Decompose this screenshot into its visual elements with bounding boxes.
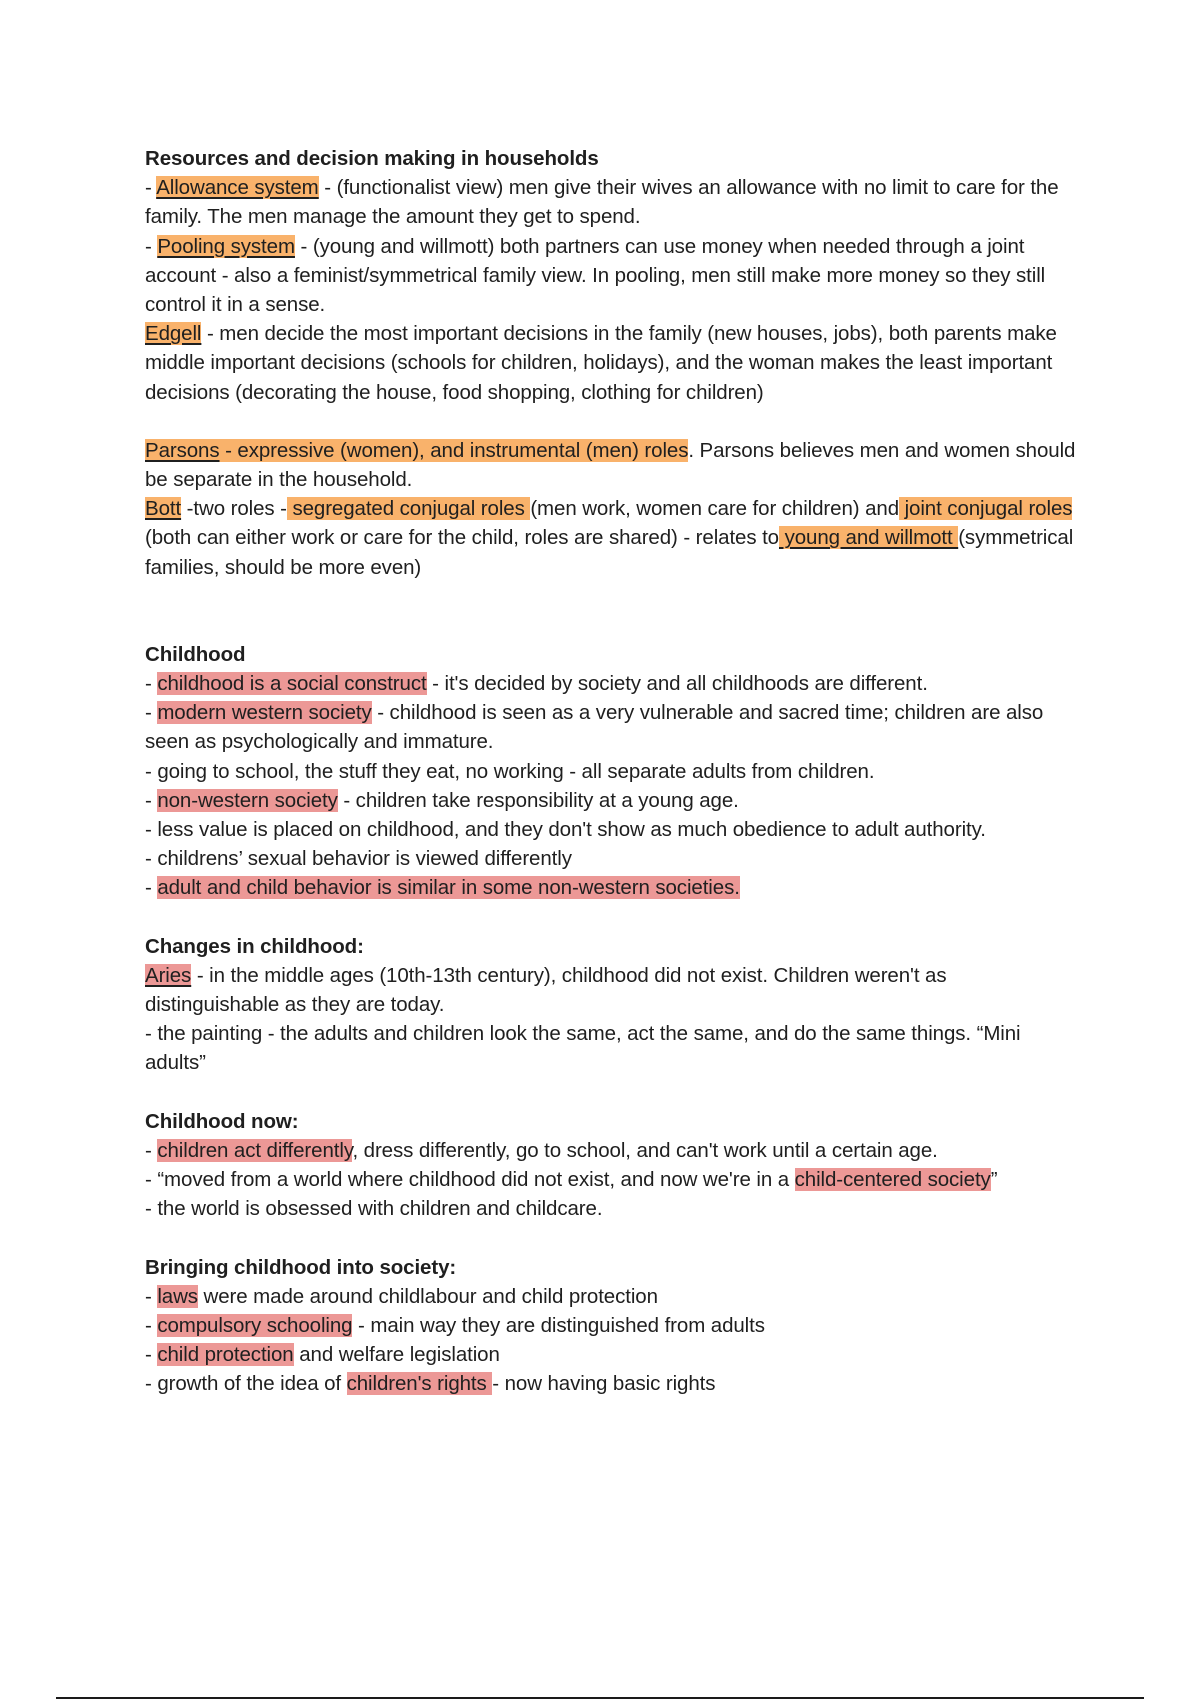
heading-resources: Resources and decision making in households bbox=[145, 147, 599, 170]
highlight-childrens-rights: children's rights bbox=[346, 1372, 493, 1396]
paragraph-pooling-system bbox=[145, 232, 1085, 320]
section-childhood bbox=[145, 640, 1085, 903]
document-page bbox=[145, 144, 1085, 1399]
term-parsons: Parsons bbox=[145, 438, 220, 462]
highlight-laws: laws bbox=[157, 1284, 198, 1308]
text: -two roles - bbox=[181, 497, 287, 521]
text: - bbox=[145, 1138, 158, 1162]
section-resources bbox=[145, 144, 1085, 407]
section-changes-in-childhood bbox=[145, 932, 1085, 1078]
text: (men work, women care for children) and bbox=[530, 497, 899, 521]
text: - growth of the idea of bbox=[145, 1372, 347, 1396]
highlight-modern-western-society: modern western society bbox=[157, 701, 372, 725]
text: . Parsons believes men and women should be separate in the household. bbox=[145, 438, 1076, 492]
highlight-segregated-conjugal-roles: segregated conjugal roles bbox=[286, 497, 531, 521]
text: - bbox=[145, 176, 157, 200]
list-item bbox=[145, 786, 1085, 815]
page-bottom-divider bbox=[56, 1697, 1144, 1699]
text: - men decide the most important decisions in the family (new houses, jobs), both parents make middle important decisions (schools for children, holidays), and the woman makes the least important decisions (decorating the house, food shopping, clothing for children) bbox=[145, 322, 1057, 404]
text: - bbox=[145, 672, 158, 696]
paragraph-aries bbox=[145, 961, 1085, 1019]
list-item bbox=[145, 1165, 1085, 1194]
highlight-child-protection: child protection bbox=[157, 1343, 294, 1367]
term-aries: Aries bbox=[145, 963, 192, 987]
list-item: - the world is obsessed with children and childcare. bbox=[145, 1197, 603, 1221]
text: - children take responsibility at a young age. bbox=[337, 788, 739, 812]
list-item: - less value is placed on childhood, and they don't show as much obedience to adult authority. bbox=[145, 818, 986, 842]
text: , dress differently, go to school, and can't work until a certain age. bbox=[352, 1138, 938, 1162]
text: - “moved from a world where childhood did not exist, and now we're in a bbox=[145, 1168, 795, 1192]
paragraph-bott bbox=[145, 494, 1085, 582]
highlight-social-construct: childhood is a social construct bbox=[157, 672, 427, 696]
paragraph-edgell bbox=[145, 319, 1085, 407]
list-item bbox=[145, 669, 1085, 698]
text: (both can either work or care for the child, roles are shared) - relates to bbox=[145, 526, 779, 550]
text: - in the middle ages (10th-13th century), childhood did not exist. Children weren't as distinguishable as they are today. bbox=[145, 963, 947, 1017]
section-bringing-childhood bbox=[145, 1253, 1085, 1399]
highlight-children-act-differently: children act differently bbox=[157, 1138, 353, 1162]
text: were made around childlabour and child protection bbox=[197, 1284, 658, 1308]
text: - (young and willmott) both partners can use money when needed through a joint account - also a feminist/symmetrical family view. In pooling, men still make more money so they still control it in a sense. bbox=[145, 234, 1046, 317]
text: - main way they are distinguished from adults bbox=[352, 1313, 765, 1337]
highlight-non-western-society: non-western society bbox=[157, 788, 338, 812]
list-item bbox=[145, 1136, 1085, 1165]
list-item: - the painting - the adults and children look the same, act the same, and do the same things. “Mini adults” bbox=[145, 1022, 1021, 1075]
text: - childhood is seen as a very vulnerable and sacred time; children are also seen as psychologically and immature. bbox=[145, 701, 1044, 754]
heading-childhood-now: Childhood now: bbox=[145, 1109, 299, 1133]
list-item: - childrens’ sexual behavior is viewed differently bbox=[145, 847, 572, 871]
heading-childhood: Childhood bbox=[145, 642, 246, 666]
highlight-young-and-willmott: young and willmott bbox=[779, 526, 959, 550]
list-item bbox=[145, 873, 1085, 902]
text: - bbox=[145, 1343, 158, 1367]
list-item bbox=[145, 1340, 1085, 1369]
text: and welfare legislation bbox=[293, 1343, 500, 1367]
text: ” bbox=[990, 1168, 998, 1192]
highlight-child-centered-society: child-centered society bbox=[794, 1168, 991, 1192]
heading-bringing-childhood: Bringing childhood into society: bbox=[145, 1255, 457, 1279]
paragraph-allowance-system bbox=[145, 173, 1085, 231]
text: - bbox=[145, 701, 158, 725]
section-childhood-now bbox=[145, 1107, 1085, 1224]
paragraph-parsons bbox=[145, 436, 1085, 494]
list-item bbox=[145, 1311, 1085, 1340]
list-item bbox=[145, 1369, 1085, 1398]
text: - bbox=[145, 1313, 158, 1337]
text: - (functionalist view) men give their wives an allowance with no limit to care for the family. The men manage the amount they get to spend. bbox=[145, 176, 1059, 229]
highlight-joint-conjugal-roles: joint conjugal roles bbox=[899, 497, 1073, 521]
text: - it's decided by society and all childhoods are different. bbox=[426, 672, 928, 696]
text: - bbox=[145, 234, 158, 258]
term-edgell: Edgell bbox=[145, 322, 202, 346]
heading-changes-in-childhood: Changes in childhood: bbox=[145, 934, 364, 958]
text: - now having basic rights bbox=[492, 1372, 716, 1396]
text: (symmetrical families, should be more even) bbox=[145, 526, 1074, 579]
highlight-adult-child-behavior: adult and child behavior is similar in some non-western societies. bbox=[157, 876, 740, 900]
list-item: - going to school, the stuff they eat, no working - all separate adults from children. bbox=[145, 759, 875, 783]
text: - bbox=[145, 788, 158, 812]
section-roles bbox=[145, 436, 1085, 582]
term-allowance-system: Allowance system bbox=[156, 176, 319, 200]
highlight-compulsory-schooling: compulsory schooling bbox=[157, 1313, 353, 1337]
text: - bbox=[145, 876, 158, 900]
list-item bbox=[145, 1282, 1085, 1311]
term-bott: Bott bbox=[145, 497, 182, 521]
list-item bbox=[145, 698, 1085, 756]
term-pooling-system: Pooling system bbox=[157, 234, 295, 258]
highlight-parsons-roles: - expressive (women), and instrumental (men) roles bbox=[219, 438, 689, 462]
text: - bbox=[145, 1284, 158, 1308]
